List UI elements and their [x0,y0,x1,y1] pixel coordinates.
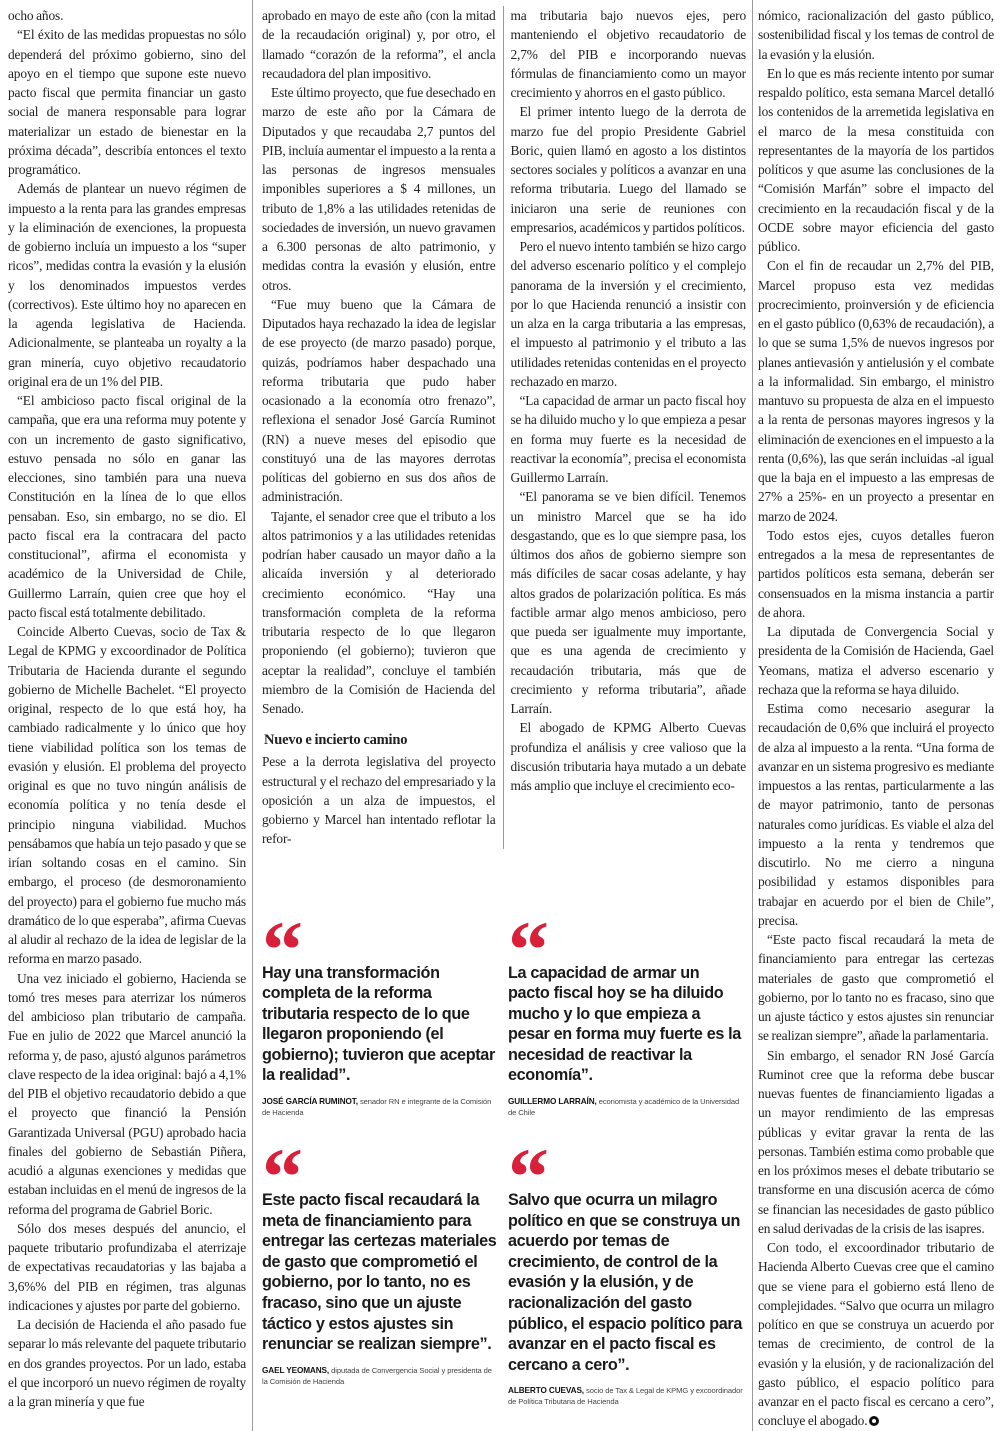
article-paragraph [8,1315,246,1411]
article-paragraph [511,487,747,718]
paragraph-text: Pese a la derrota legislativa del proyecto estructural y el rechazo del empresariado y la oposición a un alza de impuestos, el gobierno y Marcel han intentado reflotar la refor- [262,754,496,847]
article-middle [262,6,746,1407]
article-paragraph [262,295,496,507]
paragraph-text: aprobado en mayo de este año (con la mitad de la recaudación original) y, por otro, el llamado “corazón de la reforma”, el ancla recaudadora del plan impositivo. [262,8,496,81]
pull-quote [262,903,498,1119]
article-paragraph [758,6,994,64]
paragraph-text: “El ambicioso pacto fiscal original de la campaña, que era una reforma muy potente y con un incremento de gasto significativo, estuvo pensada no sólo en ganar las elecciones, sino también para una nueva Constitución en la línea de lo que ellos pensaban. Eso, sin embargo, no se dio. El pacto fiscal era la contracara del pacto constitucional”, afirma el economista y académico de la Universidad de Chile, Guillermo Larraín, quien cree que hoy el pacto fiscal está totalmente debilitado. [8,393,246,620]
paragraph-text: Estima como necesario asegurar la recaudación de 0,6% que incluirá el proyecto de alza al impuesto a la renta. “Una forma de avanzar en un sistema progresivo es mediante impuestos a las rentas, particularmente a las de mayor patrimonio, tanto de personas naturales como jurídicas. Es viable el alza del impuesto a la renta y tendremos que discutirlo. No me cierro a ninguna posibilidad y estamos disponibles para trabajar en acuerdo por el bien de Chile”, precisa. [758,701,994,928]
article-paragraph [511,391,747,487]
paragraph-text: Pero el nuevo intento también se hizo cargo del adverso escenario político y el complejo panorama de la inversión y el crecimiento, por lo que Hacienda renunció a insistir con un alza en la carga tributaria a las empresas, el impuesto al patrimonio y el tributo a las utilidades retenidas contenidas en el proyecto rechazado en marzo. [510,239,746,389]
pull-quote-text: Este pacto fiscal recaudará la meta de financiamiento para entregar las certezas materiales de gasto que comprometió el gobierno, por lo tanto, no es fracaso, sino que un ajuste táctico y estos ajustes sin renunciar se realizan siempre”. [262,1191,497,1354]
pull-quote-text: Salvo que ocurra un milagro político en que se construya un acuerdo por temas de crecimiento, de control de la evasión y la elusión, y de racionalización del gasto público, el espacio político para avanzar en el pacto fiscal es cercano a cero”. [508,1191,743,1374]
paragraph-text: “La capacidad de armar un pacto fiscal hoy se ha diluido mucho y lo que empieza a pesar en forma muy fuerte es la necesidad de reactivar la economía”, precisa el economista Guillermo Larraín. [510,393,746,485]
quote-mark-icon: “ [508,903,543,995]
quote-author-role: senador RN e integrante de la Comisión de Hacienda [262,1097,492,1118]
paragraph-text: Sólo dos meses después del anuncio, el paquete tributario profundizaba el aterrizaje de expectativas recaudatorias y las bajaba a 3,6%% del PIB en régimen, tras algunas indicaciones y ajustes por parte del gobierno. [8,1220,246,1313]
quote-author: GUILLERMO LARRAÍN, [508,1097,597,1107]
column-divider [252,0,253,1431]
article-paragraph [8,969,246,1219]
quote-author: JOSÉ GARCÍA RUMINOT, [262,1097,358,1107]
pull-quote-attribution [262,1365,498,1387]
paragraph-text: Tajante, el senador cree que el tributo a los altos patrimonios y a las utilidades retenidas podrían haber causado un mayor daño a la alicaída inversión y al deteriorado crecimiento económico. “Hay una transformación completa de la reforma tributaria respecto de lo que llegaron proponiendo (el gobierno); tuvieron que aceptar la realidad”, concluye el también miembro de la Comisión de Hacienda del Senado. [262,508,496,716]
article-column-4 [758,6,994,1431]
article-paragraph [758,1238,994,1431]
pull-quote-attribution [508,1385,744,1407]
pull-quote [508,903,744,1119]
article-paragraph [758,256,994,526]
paragraph-text: “Este pacto fiscal recaudará la meta de financiamiento para entregar las certezas materiales de gasto que comprometió el gobierno, por lo tanto no es fracaso, sino que un ajuste táctico y estos ajustes sin renunciar se realizan siempre”, añade la parlamentaria. [758,932,994,1044]
paragraph-text: “El panorama se ve bien difícil. Tenemos un ministro Marcel que se ha ido desgastando, que es lo que siempre pasa, los últimos dos años de gobierno siempre son más difíciles de sacar cosas adelante, y hay altos grados de polarización política. Es más factible armar algo menos ambicioso, pero que pueda ser igualmente muy importante, que es una agenda de crecimiento y recaudación tributaria, más que de crecimiento y reforma tributaria”, añade Larraín. [510,489,746,716]
article-paragraph [8,25,246,179]
quote-author-role: economista y académico de la Universidad de Chile [508,1097,740,1118]
paragraph-text: ma tributaria bajo nuevos ejes, pero manteniendo el objetivo recaudatorio de 2,7% del PIB e incorporando nuevas fórmulas de financiamiento como un mayor crecimiento y ahorros en el gasto público. [510,8,746,100]
article-paragraph [758,64,994,257]
pull-quote-attribution [262,1096,498,1118]
paragraph-text: Sin embargo, el senador RN José García Ruminot cree que la reforma debe buscar nuevas fuentes de financiamiento ligadas a un mayor rendimiento de las empresas públicas y evitar gravar la renta de las personas. También estima como probable que en los próximos meses el debate tributario se transforme en una discusión acerca de cómo se financian las necesidades de gasto público en salud derivadas de la crisis de las isapres. [758,1047,994,1236]
paragraph-text: “Fue muy bueno que la Cámara de Diputados haya rechazado la idea de legislar de ese proyecto (de marzo pasado) porque, quizás, podríamos haber despachado una reforma tributaria que pudo haber ocasionado a la economía otro frenazo”, reflexiona el senador José García Ruminot (RN) a nueve meses del episodio que constituyó una de las mayores derrotas políticas del gobierno en sus dos años de administración. [262,296,496,505]
pull-quote-text: Hay una transformación completa de la reforma tributaria respecto de lo que llegaron proponiendo (el gobierno); tuvieron que aceptar la realidad”. [262,963,495,1085]
article-paragraph [262,507,496,719]
paragraph-text: Con todo, el excoordinador tributario de Hacienda Alberto Cuevas cree que el camino que se viene para el gobierno está lleno de complejidades. “Salvo que ocurra un milagro político en que se construya un acuerdo por temas de crecimiento, de control de la evasión y la elusión, y de racionalización del gasto público, el espacio político para avanzar en el pacto fiscal es cercano a cero”, concluye el abogado. [758,1240,994,1429]
article-paragraph [8,391,246,622]
article-paragraph [262,6,496,83]
pull-quotes [262,903,746,1408]
article-column-2 [262,6,496,849]
article-column-1 [8,6,246,1411]
column-divider [752,0,753,1431]
pull-quote [508,1131,744,1407]
paragraph-text: Una vez iniciado el gobierno, Hacienda se tomó tres meses para aterrizar los números del ambicioso plan tributario de campaña. Fue en julio de 2022 que Marcel anunció la reforma y, de paso, ajustó algunos parámetros clave respecto de la idea original: bajó a 4,1% del PIB el objetivo recaudatorio debido a que el proyecto que financió la Pensión Garantizada Universal (PGU) aprobado hacia finales del gobierno de Sebastián Piñera, acudió a algunas exenciones y medidas que estaban incluidas en el menú de ingresos de la reforma del programa de Gabriel Boric. [8,970,246,1217]
article-paragraph [511,102,747,237]
paragraph-text: “El éxito de las medidas propuestas no sólo dependerá del próximo gobierno, sino del apoyo en el tiempo que supone este nuevo pacto fiscal que permita financiar un gasto social de manera responsable para lograr materializar un estado de bienestar en la próxima década”, describía entonces el texto programático. [8,27,246,177]
paragraph-text: La decisión de Hacienda el año pasado fue separar lo más relevante del paquete tributario en dos grandes proyectos. Por un lado, estaba el que incorporó un nuevo régimen de royalty a la gran minería y que fue [8,1317,246,1409]
article-paragraph [758,699,994,930]
paragraph-text: El primer intento luego de la derrota de marzo fue del propio Presidente Gabriel Boric, quien llamó en agosto a los distintos sectores sociales y políticos a avanzar en una reforma tributaria. Luego del llamado se iniciaron una serie de reuniones con empresarios, académicos y partidos políticos. [510,104,746,235]
article-paragraph [758,526,994,622]
article-paragraph [8,1219,246,1315]
paragraph-text: Además de plantear un nuevo régimen de impuesto a la renta para las grandes empresas y la eliminación de exenciones, la propuesta de gobierno incluía un impuesto a los “super ricos”, medidas contra la evasión y la elusión y los denominados impuestos verdes (correctivos). Este último hoy no aparecen en la agenda legislativa de Hacienda. Adicionalmente, se planteaba un royalty a la gran minería, cuyo objetivo recaudatorio original era de un 1% del PIB. [8,181,246,389]
pull-quote [262,1131,498,1387]
quote-mark-icon: “ [508,1131,543,1223]
paragraph-text: nómico, racionalización del gasto público, sostenibilidad fiscal y los temas de control de la evasión y la elusión. [758,8,994,62]
paragraph-text: ocho años. [8,8,64,23]
pull-quote-attribution [508,1096,744,1118]
article-paragraph [8,179,246,391]
article-paragraph [262,752,496,848]
paragraph-text: Este último proyecto, que fue desechado en marzo de este año por la Cámara de Diputados y que recaudaba 2,7 puntos del PIB, incluía aumentar el impuesto a la renta a las personas de ingresos mensuales imponibles superiores a $ 4 millones, un tributo de 1,8% a las utilidades retenidas de sociedades de inversión, un nuevo gravamen a 6.300 personas de alto patrimonio, y medidas contra la evasión y elusión, entre otros. [262,85,496,293]
quote-author: ALBERTO CUEVAS, [508,1386,584,1396]
paragraph-text: La diputada de Convergencia Social y presidenta de la Comisión de Hacienda, Gael Yeomans, matiza el adverso escenario y rechaza que la reforma se haya diluido. [758,624,994,697]
quote-author: GAEL YEOMANS, [262,1365,330,1375]
paragraph-text: Con el fin de recaudar un 2,7% del PIB, Marcel propuso esta vez medidas procrecimiento, proinversión y de eficiencia en el gasto público (0,63% de recaudación), a lo que se suma 1,5% de nuevos ingresos por planes antievasión y antielusión y el combate a la informalidad. Sin embargo, el ministro mantuvo su propuesta de alza en el impuesto a la renta de personas mayores ingresos y la eliminación de exenciones en el impuesto a la renta (0,6%), las que serán incluidas -al igual que la baja en el impuesto a las empresas de 27% a 25%- en un proyecto a presentar en marzo de 2024. [758,258,994,524]
quote-author-role: socio de Tax & Legal de KPMG y excoordinador de Política Tributaria de Hacienda [508,1386,743,1407]
end-of-article-icon [869,1416,879,1426]
paragraph-text: En lo que es más reciente intento por sumar respaldo político, esta semana Marcel detalló los contenidos de la arremetida legislativa en el marco de la mesa constituida con representantes de la mayoría de los partidos políticos y que asume las conclusiones de la “Comisión Marfán” sobre el impacto del crecimiento en la recaudación fiscal y de la OCDE sobre mayor eficiencia del gasto público. [758,65,994,254]
quote-author-role: diputada de Convergencia Social y presidenta de la Comisión de Hacienda [262,1365,492,1386]
pull-quote-text: La capacidad de armar un pacto fiscal hoy se ha diluido mucho y lo que empieza a pesar en forma muy fuerte es la necesidad de reactivar la economía”. [508,963,741,1085]
quote-mark-icon: “ [262,1131,297,1223]
paragraph-text: Coincide Alberto Cuevas, socio de Tax & Legal de KPMG y excoordinador de Política Tributaria de Hacienda durante el segundo gobierno de Michelle Bachelet. “El proyecto original, respecto de lo que está hoy, ha cambiado radicalmente y lo único que hoy tiene viabilidad política son los temas de evasión y elusión. El problema del proyecto original es que no tuvo ningún análisis de economía política y no tenía desde el principio ninguna viabilidad. Muchos pensábamos que había un tejo pasado y que se irían soltando cosas en el camino. Sin embargo, el proceso (de desmoronamiento del proyecto) para el gobierno fue mucho más dramático de lo que esperaba”, afirma Cuevas al aludir al rechazo de la idea de legislar de la reforma en marzo pasado. [8,624,246,967]
article-middle-columns [262,6,746,849]
article-paragraph [758,622,994,699]
article-column-3 [503,6,747,849]
paragraph-text: El abogado de KPMG Alberto Cuevas profundiza el análisis y cree valioso que la discusión tributaria haya mutado a un debate más amplio que incluye el crecimiento eco- [510,720,746,793]
quote-mark-icon: “ [262,903,297,995]
article-paragraph [8,6,246,25]
article-paragraph [511,6,747,102]
article-paragraph [511,237,747,391]
article-paragraph [262,83,496,295]
paragraph-text: Todo estos ejes, cuyos detalles fueron entregados a la mesa de representantes de partidos políticos esta semana, deberán ser consensuados en la misma instancia a partir de ahora. [758,527,994,620]
article-paragraph [758,1046,994,1239]
section-subheading: Nuevo e incierto camino [264,732,408,749]
article-paragraph [758,930,994,1046]
article-paragraph [8,622,246,969]
article-paragraph [511,718,747,795]
